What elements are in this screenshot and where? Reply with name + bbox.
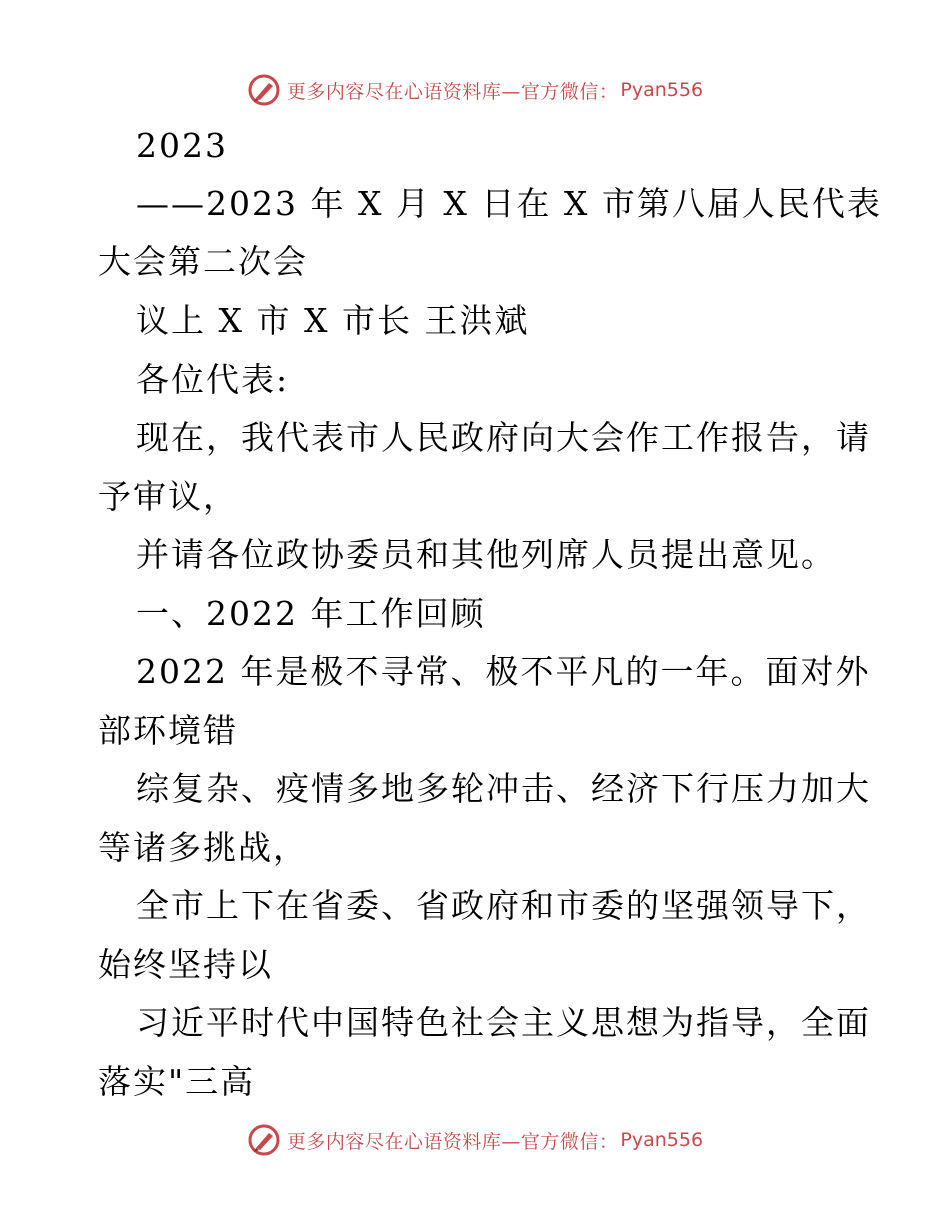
text-line: ——2023 年 X 月 X 日在 X 市第八届人民代表 <box>136 184 882 223</box>
watermark-text: 更多内容尽在心语资料库—官方微信： <box>286 1130 619 1153</box>
pen-logo-icon <box>247 73 281 107</box>
header-watermark <box>0 70 950 110</box>
watermark-wechat-id: Pyan556 <box>620 79 704 101</box>
text-line: 大会第二次会 <box>98 242 308 281</box>
text-line: 2022 年是极不寻常、极不平凡的一年。面对外 <box>136 652 871 691</box>
text-line: 予审议， <box>98 477 238 516</box>
text-line: 议上 X 市 X 市长 王洪斌 <box>136 301 530 340</box>
pen-logo-icon <box>247 1123 281 1157</box>
text-line: 并请各位政协委员和其他列席人员提出意见。 <box>136 535 836 574</box>
text-line: 现在，我代表市人民政府向大会作工作报告，请 <box>136 418 871 457</box>
text-line: 部环境错 <box>98 711 238 750</box>
text-line: 综复杂、疫情多地多轮冲击、经济下行压力加大 <box>136 769 871 808</box>
watermark-wechat-id: Pyan556 <box>620 1129 704 1151</box>
text-line: 全市上下在省委、省政府和市委的坚强领导下， <box>136 886 871 925</box>
text-line: 落实"三高 <box>98 1062 256 1101</box>
text-line: 始终坚持以 <box>98 945 273 984</box>
text-line: 各位代表: <box>136 360 290 399</box>
text-line: 习近平时代中国特色社会主义思想为指导，全面 <box>136 1003 871 1042</box>
section-heading: 一、2022 年工作回顾 <box>136 594 486 633</box>
text-line: 等诸多挑战， <box>98 828 308 867</box>
footer-watermark <box>0 1120 950 1160</box>
watermark-text: 更多内容尽在心语资料库—官方微信： <box>286 80 619 103</box>
text-line: 2023 <box>136 126 228 165</box>
